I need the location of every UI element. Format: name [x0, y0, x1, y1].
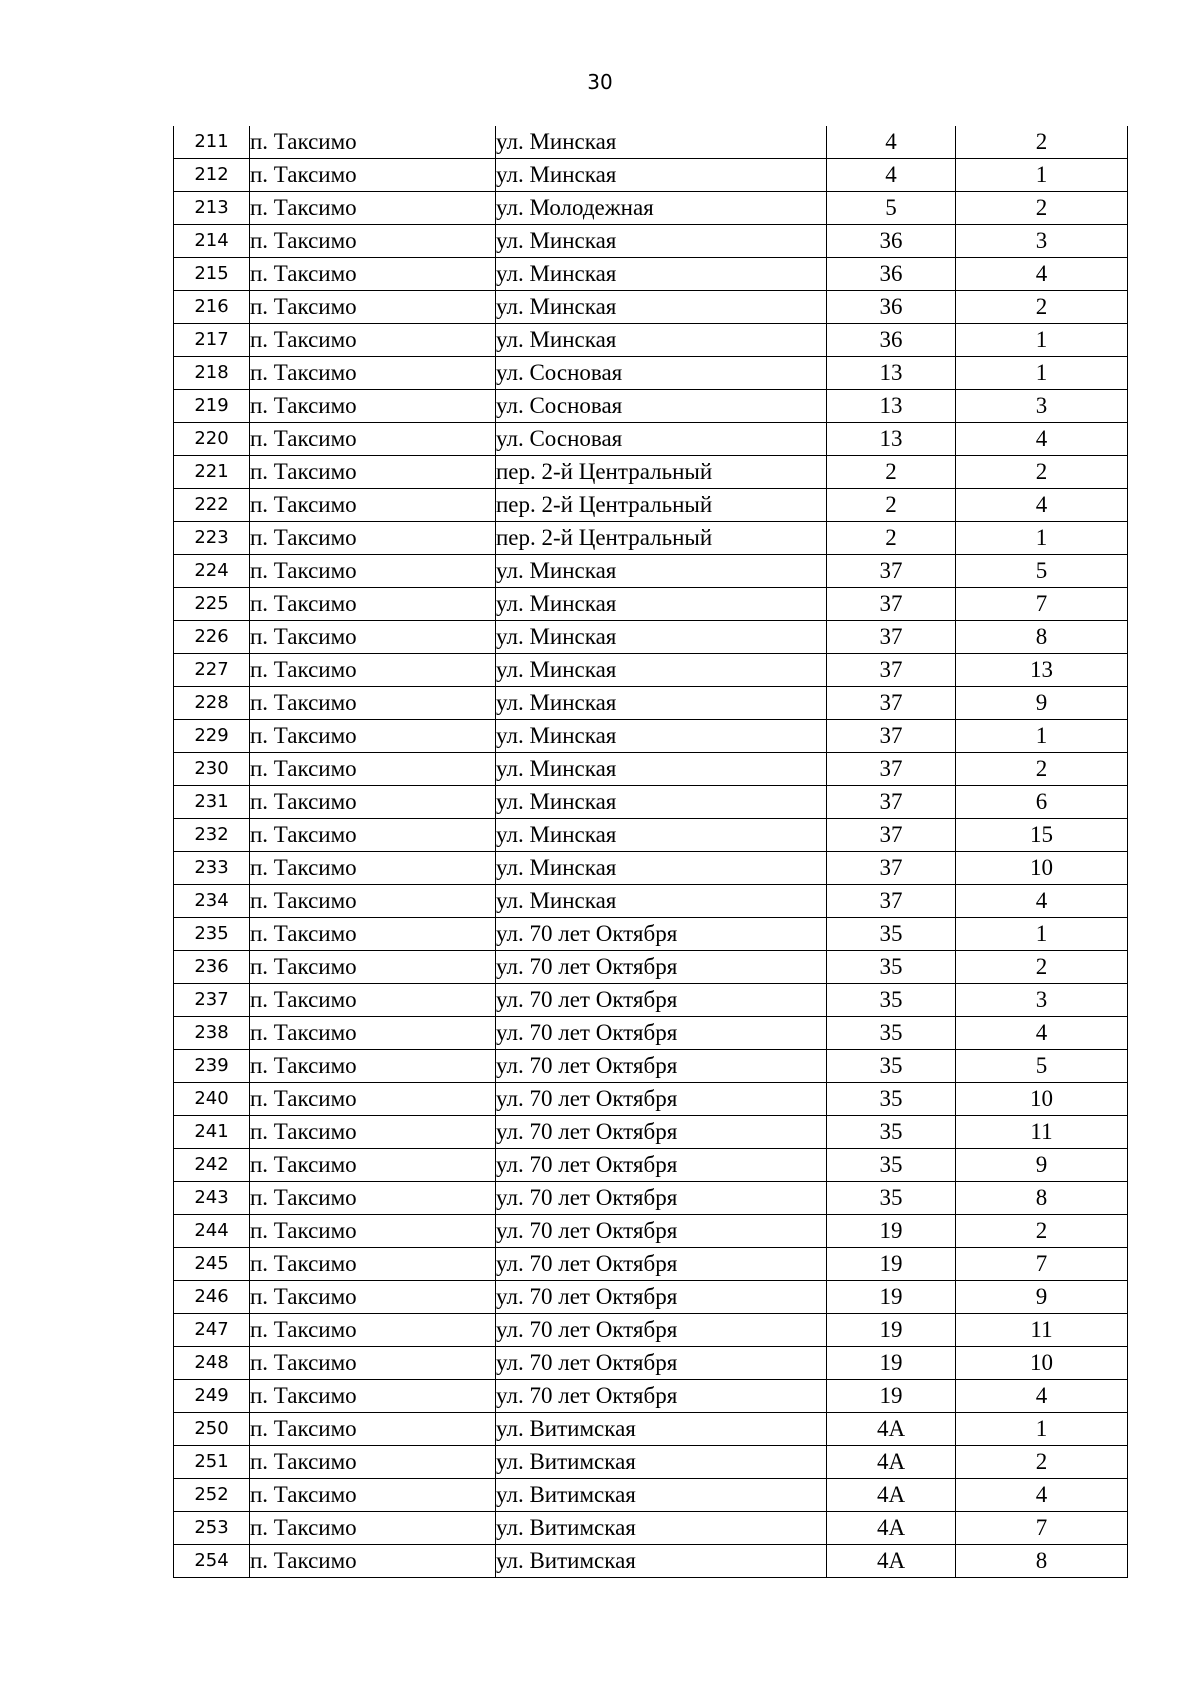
address-table — [173, 126, 1128, 1578]
house-cell: 4 — [827, 159, 956, 192]
row-number-cell: 231 — [174, 786, 250, 819]
row-number-cell: 212 — [174, 159, 250, 192]
row-number-cell: 235 — [174, 918, 250, 951]
table-body — [174, 126, 1128, 1578]
table-row — [174, 1017, 1128, 1050]
row-number-cell: 242 — [174, 1149, 250, 1182]
flat-cell: 4 — [956, 1380, 1128, 1413]
house-cell: 37 — [827, 654, 956, 687]
street-cell: ул. Минская — [496, 555, 827, 588]
street-cell: ул. 70 лет Октября — [496, 984, 827, 1017]
settlement-cell: п. Таксимо — [250, 1446, 496, 1479]
flat-cell: 1 — [956, 918, 1128, 951]
table-row — [174, 1347, 1128, 1380]
street-cell: ул. Сосновая — [496, 357, 827, 390]
row-number-cell: 241 — [174, 1116, 250, 1149]
flat-cell: 5 — [956, 1050, 1128, 1083]
flat-cell: 10 — [956, 852, 1128, 885]
house-cell: 36 — [827, 258, 956, 291]
row-number-cell: 239 — [174, 1050, 250, 1083]
house-cell: 35 — [827, 1116, 956, 1149]
settlement-cell: п. Таксимо — [250, 951, 496, 984]
row-number-cell: 253 — [174, 1512, 250, 1545]
table-row — [174, 819, 1128, 852]
flat-cell: 4 — [956, 258, 1128, 291]
flat-cell: 2 — [956, 192, 1128, 225]
settlement-cell: п. Таксимо — [250, 1281, 496, 1314]
table-row — [174, 423, 1128, 456]
flat-cell: 7 — [956, 588, 1128, 621]
settlement-cell: п. Таксимо — [250, 654, 496, 687]
row-number-cell: 229 — [174, 720, 250, 753]
house-cell: 2 — [827, 489, 956, 522]
row-number-cell: 221 — [174, 456, 250, 489]
house-cell: 4А — [827, 1413, 956, 1446]
settlement-cell: п. Таксимо — [250, 687, 496, 720]
street-cell: ул. 70 лет Октября — [496, 1083, 827, 1116]
table-row — [174, 687, 1128, 720]
street-cell: ул. 70 лет Октября — [496, 1050, 827, 1083]
row-number-cell: 236 — [174, 951, 250, 984]
flat-cell: 2 — [956, 951, 1128, 984]
street-cell: ул. Минская — [496, 819, 827, 852]
street-cell: ул. 70 лет Октября — [496, 1248, 827, 1281]
house-cell: 37 — [827, 720, 956, 753]
table-row — [174, 324, 1128, 357]
settlement-cell: п. Таксимо — [250, 1413, 496, 1446]
street-cell: ул. Минская — [496, 324, 827, 357]
flat-cell: 11 — [956, 1116, 1128, 1149]
row-number-cell: 211 — [174, 126, 250, 159]
house-cell: 35 — [827, 951, 956, 984]
settlement-cell: п. Таксимо — [250, 1314, 496, 1347]
row-number-cell: 245 — [174, 1248, 250, 1281]
settlement-cell: п. Таксимо — [250, 819, 496, 852]
street-cell: ул. Минская — [496, 126, 827, 159]
table-row — [174, 489, 1128, 522]
table-row — [174, 786, 1128, 819]
row-number-cell: 227 — [174, 654, 250, 687]
flat-cell: 8 — [956, 621, 1128, 654]
street-cell: ул. 70 лет Октября — [496, 1215, 827, 1248]
house-cell: 19 — [827, 1281, 956, 1314]
settlement-cell: п. Таксимо — [250, 489, 496, 522]
row-number-cell: 238 — [174, 1017, 250, 1050]
row-number-cell: 224 — [174, 555, 250, 588]
row-number-cell: 228 — [174, 687, 250, 720]
settlement-cell: п. Таксимо — [250, 423, 496, 456]
settlement-cell: п. Таксимо — [250, 1248, 496, 1281]
table-row — [174, 1545, 1128, 1578]
settlement-cell: п. Таксимо — [250, 1347, 496, 1380]
table-row — [174, 588, 1128, 621]
street-cell: ул. Минская — [496, 720, 827, 753]
flat-cell: 1 — [956, 159, 1128, 192]
settlement-cell: п. Таксимо — [250, 1050, 496, 1083]
house-cell: 2 — [827, 456, 956, 489]
flat-cell: 3 — [956, 390, 1128, 423]
settlement-cell: п. Таксимо — [250, 786, 496, 819]
table-row — [174, 951, 1128, 984]
row-number-cell: 246 — [174, 1281, 250, 1314]
row-number-cell: 223 — [174, 522, 250, 555]
table-row — [174, 1116, 1128, 1149]
house-cell: 36 — [827, 225, 956, 258]
street-cell: ул. 70 лет Октября — [496, 1017, 827, 1050]
flat-cell: 9 — [956, 687, 1128, 720]
street-cell: пер. 2-й Центральный — [496, 522, 827, 555]
table-row — [174, 1149, 1128, 1182]
house-cell: 36 — [827, 324, 956, 357]
street-cell: ул. 70 лет Октября — [496, 1347, 827, 1380]
table-row — [174, 258, 1128, 291]
table-row — [174, 1248, 1128, 1281]
settlement-cell: п. Таксимо — [250, 753, 496, 786]
row-number-cell: 217 — [174, 324, 250, 357]
street-cell: ул. Минская — [496, 852, 827, 885]
house-cell: 35 — [827, 1149, 956, 1182]
house-cell: 37 — [827, 786, 956, 819]
settlement-cell: п. Таксимо — [250, 720, 496, 753]
house-cell: 37 — [827, 588, 956, 621]
table-row — [174, 555, 1128, 588]
settlement-cell: п. Таксимо — [250, 225, 496, 258]
row-number-cell: 225 — [174, 588, 250, 621]
row-number-cell: 237 — [174, 984, 250, 1017]
table-row — [174, 654, 1128, 687]
table-row — [174, 357, 1128, 390]
street-cell: ул. Сосновая — [496, 423, 827, 456]
house-cell: 13 — [827, 357, 956, 390]
table-row — [174, 192, 1128, 225]
street-cell: ул. Витимская — [496, 1479, 827, 1512]
flat-cell: 2 — [956, 291, 1128, 324]
street-cell: ул. 70 лет Октября — [496, 1149, 827, 1182]
settlement-cell: п. Таксимо — [250, 1380, 496, 1413]
table-row — [174, 1314, 1128, 1347]
house-cell: 35 — [827, 1182, 956, 1215]
house-cell: 5 — [827, 192, 956, 225]
settlement-cell: п. Таксимо — [250, 588, 496, 621]
row-number-cell: 252 — [174, 1479, 250, 1512]
row-number-cell: 251 — [174, 1446, 250, 1479]
street-cell: ул. Витимская — [496, 1413, 827, 1446]
flat-cell: 4 — [956, 1479, 1128, 1512]
street-cell: ул. Витимская — [496, 1446, 827, 1479]
street-cell: ул. Витимская — [496, 1545, 827, 1578]
settlement-cell: п. Таксимо — [250, 1017, 496, 1050]
table-row — [174, 720, 1128, 753]
table-row — [174, 126, 1128, 159]
row-number-cell: 222 — [174, 489, 250, 522]
row-number-cell: 233 — [174, 852, 250, 885]
settlement-cell: п. Таксимо — [250, 324, 496, 357]
table-row — [174, 753, 1128, 786]
flat-cell: 9 — [956, 1281, 1128, 1314]
flat-cell: 4 — [956, 1017, 1128, 1050]
table-row — [174, 390, 1128, 423]
street-cell: ул. 70 лет Октября — [496, 951, 827, 984]
row-number-cell: 216 — [174, 291, 250, 324]
house-cell: 19 — [827, 1215, 956, 1248]
flat-cell: 8 — [956, 1182, 1128, 1215]
house-cell: 19 — [827, 1248, 956, 1281]
flat-cell: 10 — [956, 1347, 1128, 1380]
table-row — [174, 522, 1128, 555]
table-row — [174, 291, 1128, 324]
house-cell: 13 — [827, 390, 956, 423]
flat-cell: 2 — [956, 753, 1128, 786]
flat-cell: 9 — [956, 1149, 1128, 1182]
row-number-cell: 226 — [174, 621, 250, 654]
flat-cell: 6 — [956, 786, 1128, 819]
street-cell: ул. 70 лет Октября — [496, 1281, 827, 1314]
row-number-cell: 220 — [174, 423, 250, 456]
row-number-cell: 249 — [174, 1380, 250, 1413]
settlement-cell: п. Таксимо — [250, 291, 496, 324]
house-cell: 37 — [827, 852, 956, 885]
settlement-cell: п. Таксимо — [250, 456, 496, 489]
settlement-cell: п. Таксимо — [250, 1479, 496, 1512]
row-number-cell: 219 — [174, 390, 250, 423]
flat-cell: 8 — [956, 1545, 1128, 1578]
street-cell: ул. Минская — [496, 654, 827, 687]
table-row — [174, 1215, 1128, 1248]
table-row — [174, 1512, 1128, 1545]
row-number-cell: 214 — [174, 225, 250, 258]
row-number-cell: 247 — [174, 1314, 250, 1347]
flat-cell: 2 — [956, 456, 1128, 489]
house-cell: 37 — [827, 885, 956, 918]
settlement-cell: п. Таксимо — [250, 522, 496, 555]
house-cell: 19 — [827, 1347, 956, 1380]
flat-cell: 10 — [956, 1083, 1128, 1116]
settlement-cell: п. Таксимо — [250, 390, 496, 423]
street-cell: ул. Минская — [496, 621, 827, 654]
table-row — [174, 984, 1128, 1017]
house-cell: 37 — [827, 621, 956, 654]
flat-cell: 4 — [956, 489, 1128, 522]
row-number-cell: 230 — [174, 753, 250, 786]
row-number-cell: 250 — [174, 1413, 250, 1446]
settlement-cell: п. Таксимо — [250, 126, 496, 159]
street-cell: ул. Минская — [496, 588, 827, 621]
house-cell: 2 — [827, 522, 956, 555]
settlement-cell: п. Таксимо — [250, 621, 496, 654]
row-number-cell: 232 — [174, 819, 250, 852]
settlement-cell: п. Таксимо — [250, 258, 496, 291]
house-cell: 37 — [827, 555, 956, 588]
street-cell: ул. 70 лет Октября — [496, 1182, 827, 1215]
table-row — [174, 456, 1128, 489]
house-cell: 35 — [827, 1017, 956, 1050]
house-cell: 4А — [827, 1446, 956, 1479]
street-cell: ул. 70 лет Октября — [496, 918, 827, 951]
house-cell: 35 — [827, 1083, 956, 1116]
table-row — [174, 885, 1128, 918]
house-cell: 35 — [827, 1050, 956, 1083]
page-number: 30 — [587, 70, 613, 94]
street-cell: ул. Витимская — [496, 1512, 827, 1545]
flat-cell: 15 — [956, 819, 1128, 852]
flat-cell: 3 — [956, 984, 1128, 1017]
house-cell: 4А — [827, 1545, 956, 1578]
street-cell: ул. Минская — [496, 291, 827, 324]
house-cell: 35 — [827, 984, 956, 1017]
house-cell: 37 — [827, 819, 956, 852]
settlement-cell: п. Таксимо — [250, 1149, 496, 1182]
row-number-cell: 218 — [174, 357, 250, 390]
settlement-cell: п. Таксимо — [250, 1512, 496, 1545]
row-number-cell: 254 — [174, 1545, 250, 1578]
row-number-cell: 240 — [174, 1083, 250, 1116]
row-number-cell: 244 — [174, 1215, 250, 1248]
street-cell: пер. 2-й Центральный — [496, 489, 827, 522]
house-cell: 4 — [827, 126, 956, 159]
street-cell: ул. Минская — [496, 258, 827, 291]
row-number-cell: 243 — [174, 1182, 250, 1215]
settlement-cell: п. Таксимо — [250, 1083, 496, 1116]
house-cell: 19 — [827, 1380, 956, 1413]
table-row — [174, 1380, 1128, 1413]
street-cell: пер. 2-й Центральный — [496, 456, 827, 489]
table-row — [174, 918, 1128, 951]
table-row — [174, 1281, 1128, 1314]
settlement-cell: п. Таксимо — [250, 159, 496, 192]
flat-cell: 4 — [956, 885, 1128, 918]
street-cell: ул. Минская — [496, 753, 827, 786]
row-number-cell: 248 — [174, 1347, 250, 1380]
street-cell: ул. 70 лет Октября — [496, 1314, 827, 1347]
flat-cell: 2 — [956, 126, 1128, 159]
house-cell: 13 — [827, 423, 956, 456]
row-number-cell: 234 — [174, 885, 250, 918]
settlement-cell: п. Таксимо — [250, 852, 496, 885]
flat-cell: 5 — [956, 555, 1128, 588]
house-cell: 37 — [827, 753, 956, 786]
house-cell: 36 — [827, 291, 956, 324]
flat-cell: 2 — [956, 1215, 1128, 1248]
settlement-cell: п. Таксимо — [250, 984, 496, 1017]
table-row — [174, 1050, 1128, 1083]
table-row — [174, 1479, 1128, 1512]
flat-cell: 3 — [956, 225, 1128, 258]
table-row — [174, 1413, 1128, 1446]
house-cell: 35 — [827, 918, 956, 951]
flat-cell: 11 — [956, 1314, 1128, 1347]
street-cell: ул. Минская — [496, 885, 827, 918]
street-cell: ул. 70 лет Октября — [496, 1380, 827, 1413]
street-cell: ул. Минская — [496, 225, 827, 258]
flat-cell: 7 — [956, 1248, 1128, 1281]
street-cell: ул. 70 лет Октября — [496, 1116, 827, 1149]
street-cell: ул. Минская — [496, 786, 827, 819]
table-row — [174, 159, 1128, 192]
street-cell: ул. Минская — [496, 159, 827, 192]
settlement-cell: п. Таксимо — [250, 885, 496, 918]
table-row — [174, 225, 1128, 258]
settlement-cell: п. Таксимо — [250, 192, 496, 225]
flat-cell: 1 — [956, 324, 1128, 357]
flat-cell: 1 — [956, 522, 1128, 555]
flat-cell: 4 — [956, 423, 1128, 456]
house-cell: 4А — [827, 1512, 956, 1545]
flat-cell: 1 — [956, 720, 1128, 753]
settlement-cell: п. Таксимо — [250, 357, 496, 390]
table-row — [174, 1182, 1128, 1215]
house-cell: 37 — [827, 687, 956, 720]
settlement-cell: п. Таксимо — [250, 1182, 496, 1215]
table-row — [174, 1083, 1128, 1116]
street-cell: ул. Минская — [496, 687, 827, 720]
street-cell: ул. Молодежная — [496, 192, 827, 225]
settlement-cell: п. Таксимо — [250, 918, 496, 951]
flat-cell: 1 — [956, 357, 1128, 390]
house-cell: 4А — [827, 1479, 956, 1512]
settlement-cell: п. Таксимо — [250, 1116, 496, 1149]
house-cell: 19 — [827, 1314, 956, 1347]
flat-cell: 2 — [956, 1446, 1128, 1479]
row-number-cell: 215 — [174, 258, 250, 291]
settlement-cell: п. Таксимо — [250, 1545, 496, 1578]
table-row — [174, 852, 1128, 885]
table-row — [174, 1446, 1128, 1479]
row-number-cell: 213 — [174, 192, 250, 225]
settlement-cell: п. Таксимо — [250, 555, 496, 588]
table-row — [174, 621, 1128, 654]
flat-cell: 1 — [956, 1413, 1128, 1446]
flat-cell: 13 — [956, 654, 1128, 687]
flat-cell: 7 — [956, 1512, 1128, 1545]
settlement-cell: п. Таксимо — [250, 1215, 496, 1248]
street-cell: ул. Сосновая — [496, 390, 827, 423]
